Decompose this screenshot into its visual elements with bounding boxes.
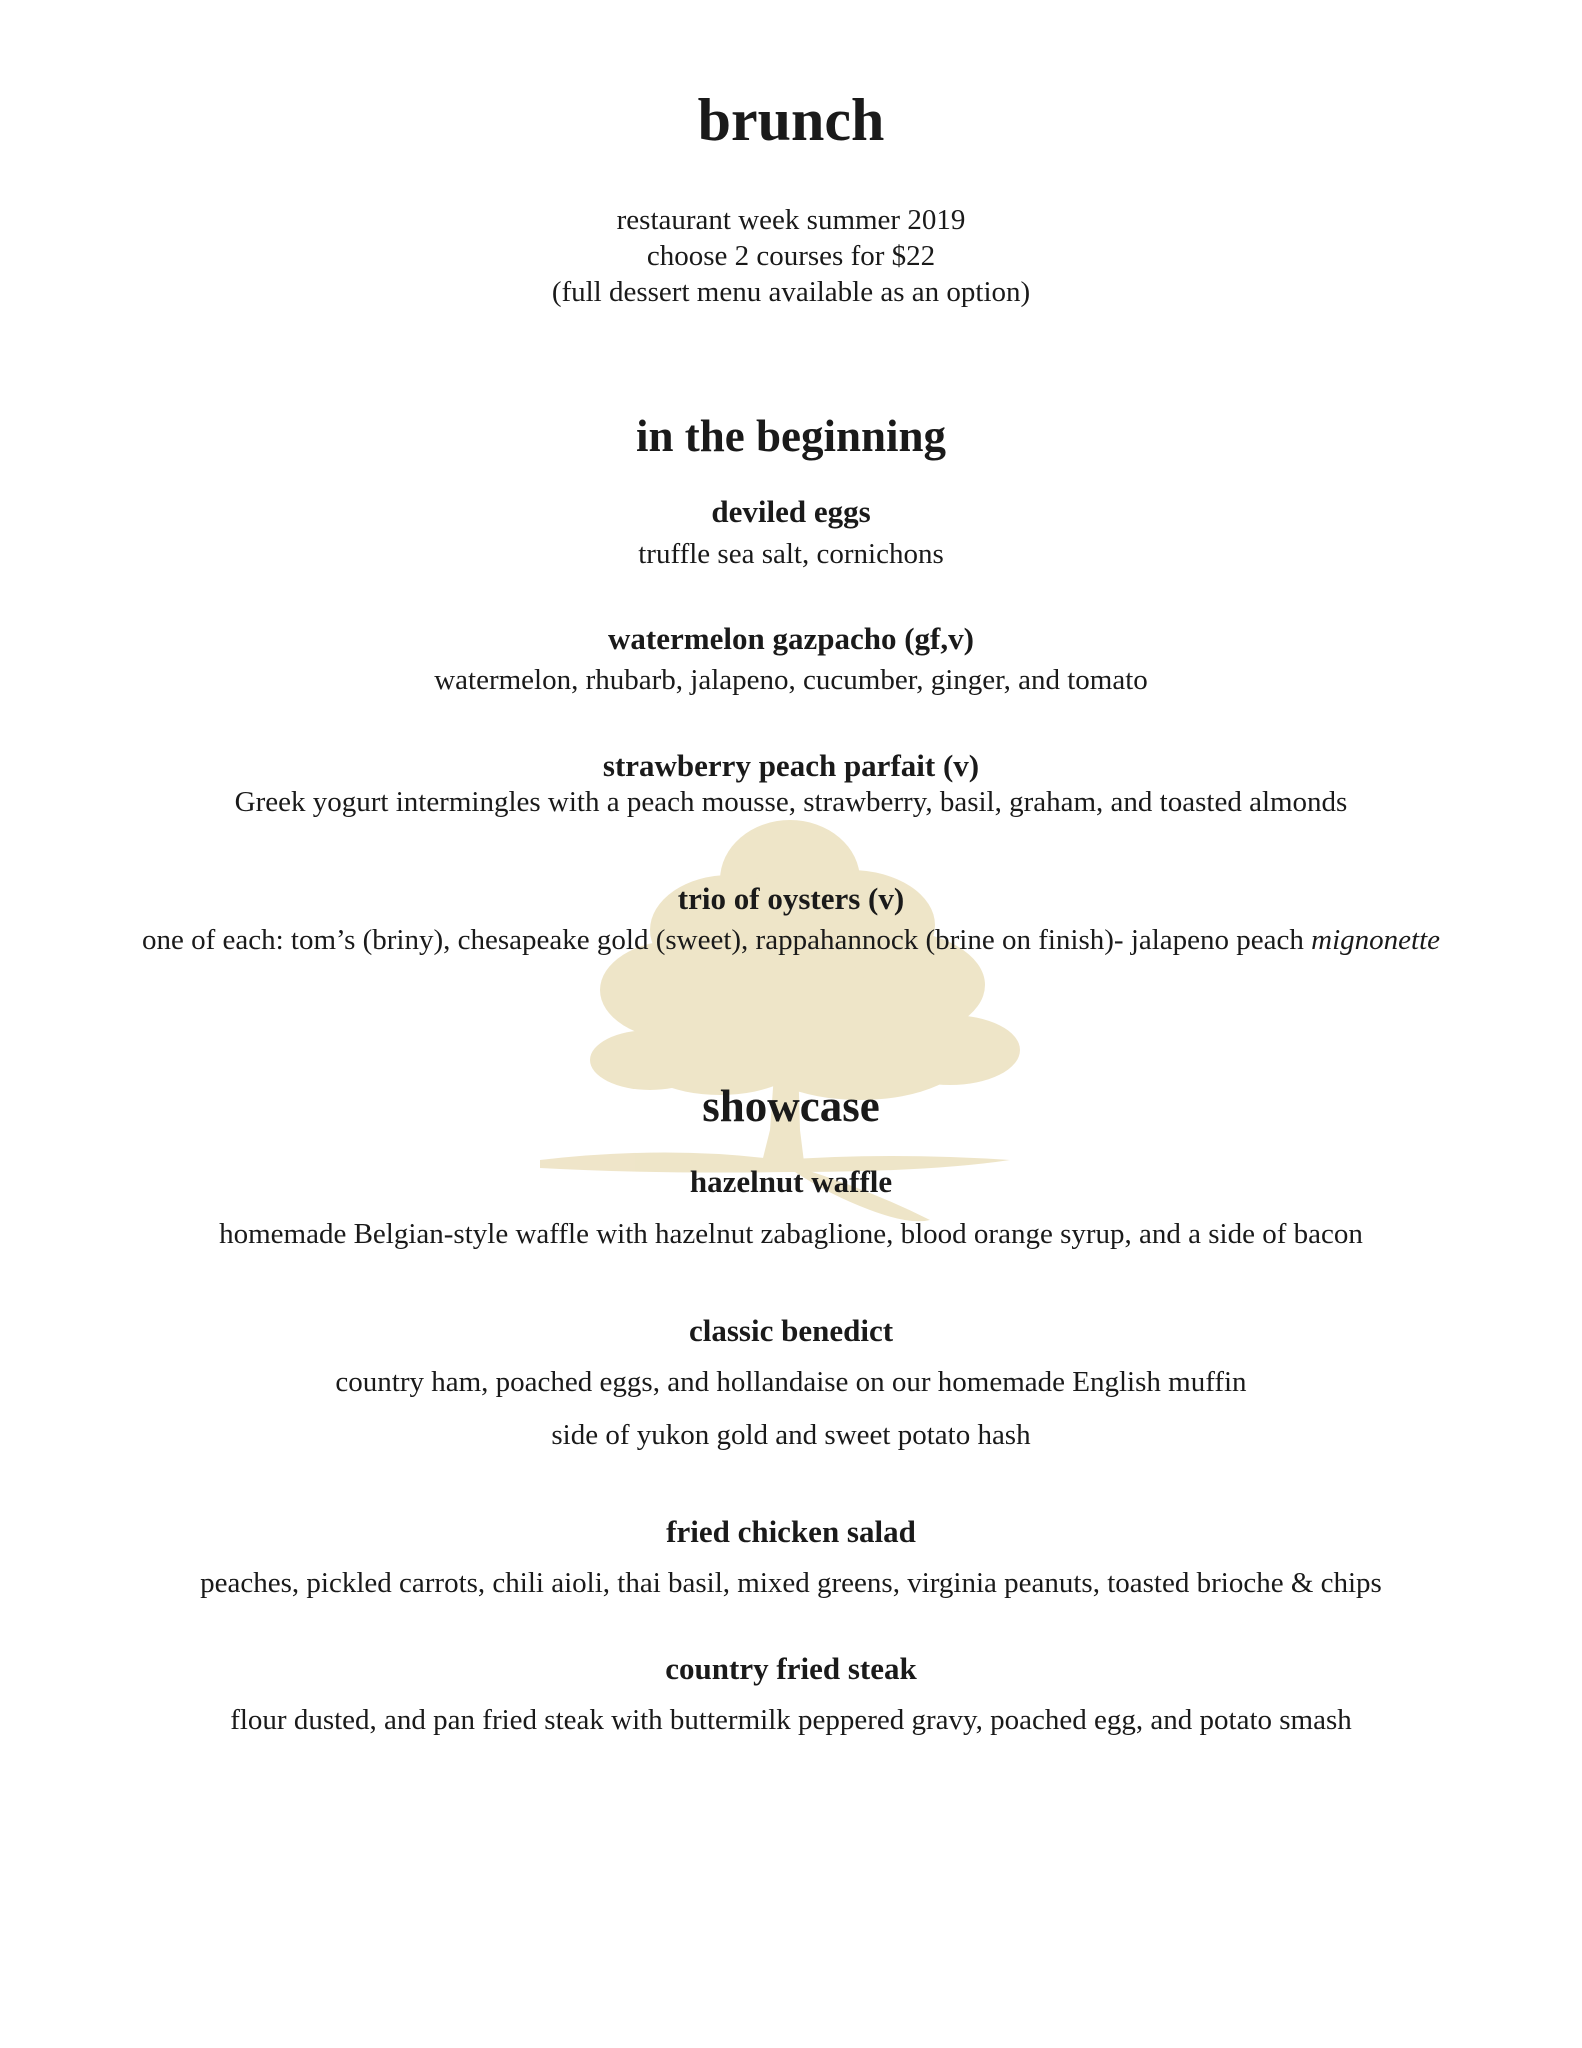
menu-item-description: country ham, poached eggs, and hollandaise on our homemade English muffin — [335, 1366, 1247, 1398]
description-text: one of each: tom’s (briny), chesapeake gold (sweet), rappahannock (brine on finish)- jalapeno peach — [141, 924, 1312, 956]
menu-item-name: strawberry peach parfait (v) — [602, 748, 980, 783]
section-heading: showcase — [702, 1081, 880, 1131]
menu-item-description: flour dusted, and pan fried steak with buttermilk peppered gravy, poached egg, and potato smash — [230, 1704, 1352, 1736]
subtitle-line: (full dessert menu available as an option) — [551, 276, 1031, 308]
menu-item-name: fried chicken salad — [666, 1514, 916, 1549]
subtitle-line: restaurant week summer 2019 — [616, 204, 966, 236]
menu-item-name: deviled eggs — [711, 494, 871, 529]
menu-item-description: watermelon, rhubarb, jalapeno, cucumber, ginger, and tomato — [434, 664, 1148, 696]
menu-item-description: side of yukon gold and sweet potato hash — [551, 1419, 1031, 1451]
menu-item-description — [0, 926, 1582, 955]
menu-item-name: classic benedict — [688, 1313, 894, 1348]
menu-item-name: watermelon gazpacho (gf,v) — [608, 621, 974, 656]
section-heading: in the beginning — [635, 411, 947, 461]
menu-item-description: Greek yogurt intermingles with a peach mousse, strawberry, basil, graham, and toasted almonds — [234, 786, 1348, 818]
menu-item-name: trio of oysters (v) — [677, 881, 905, 916]
description-italic-text: mignonette — [1311, 924, 1441, 956]
menu-item-name: hazelnut waffle — [689, 1164, 893, 1199]
subtitle-line: choose 2 courses for $22 — [646, 240, 936, 272]
menu-item-description: peaches, pickled carrots, chili aioli, thai basil, mixed greens, virginia peanuts, toasted brioche & chips — [200, 1567, 1382, 1599]
menu-item-description: homemade Belgian-style waffle with hazelnut zabaglione, blood orange syrup, and a side of bacon — [219, 1218, 1363, 1250]
menu-item-name: country fried steak — [665, 1651, 917, 1686]
menu-title: brunch — [697, 87, 885, 153]
menu-item-description: truffle sea salt, cornichons — [638, 538, 944, 570]
